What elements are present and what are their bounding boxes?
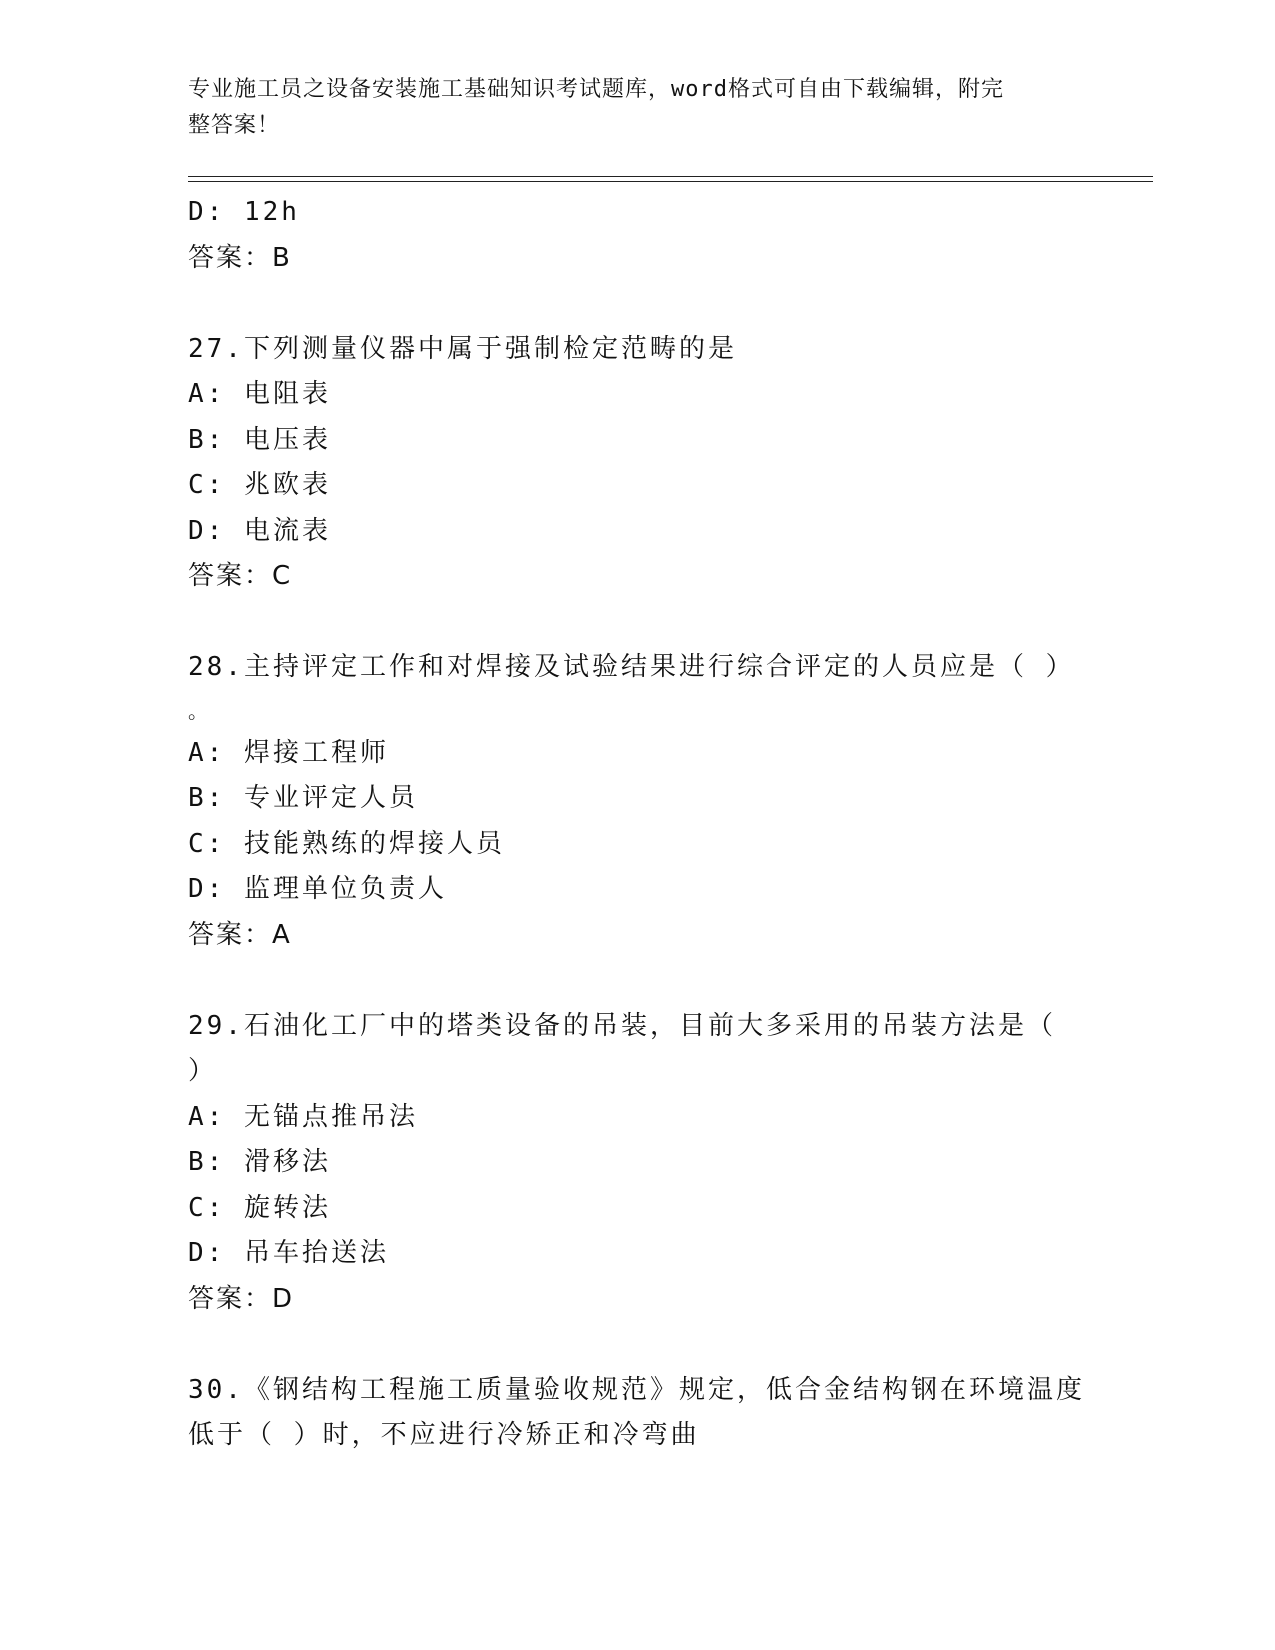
q26-option-d: D: 12h <box>188 197 300 227</box>
q27-option-c: C: 兆欧表 <box>188 470 331 500</box>
q29-option-a: A: 无锚点推吊法 <box>188 1101 418 1132</box>
header-divider-bottom <box>188 181 1153 182</box>
header-line-1: 专业施工员之设备安装施工基础知识考试题库，word格式可自由下载编辑，附完 <box>188 77 1004 102</box>
q28-option-d: D: 监理单位负责人 <box>188 874 447 904</box>
header-line-2: 整答案！ <box>188 113 281 138</box>
q29-option-d: D: 吊车抬送法 <box>188 1238 389 1268</box>
q29-stem-line-2: ） <box>188 1056 218 1086</box>
q26-answer: 答案：B <box>188 242 292 273</box>
q27-stem: 27.下列测量仪器中属于强制检定范畴的是 <box>188 333 737 364</box>
q30-stem-line-2: 低于（ ）时，不应进行冷矫正和冷弯曲 <box>188 1420 700 1450</box>
q29-answer: 答案：D <box>188 1283 295 1314</box>
q28-option-a: A: 焊接工程师 <box>188 737 389 768</box>
q27-option-b: B: 电压表 <box>188 424 331 455</box>
q29-option-c: C: 旋转法 <box>188 1192 331 1223</box>
q29-option-b: B: 滑移法 <box>188 1147 331 1177</box>
q27-option-a: A: 电阻表 <box>188 379 331 409</box>
document-header <box>188 72 1088 144</box>
question-list <box>188 190 1088 1459</box>
q28-stem-line-1: 28.主持评定工作和对焊接及试验结果进行综合评定的人员应是（ ） <box>188 652 1075 682</box>
q29-stem-line-1: 29.石油化工厂中的塔类设备的吊装，目前大多采用的吊装方法是（ <box>188 1010 1056 1041</box>
q27-answer: 答案：C <box>188 561 293 591</box>
q27-option-d: D: 电流表 <box>188 515 331 546</box>
q30-stem-line-1: 30.《钢结构工程施工质量验收规范》规定，低合金结构钢在环境温度 <box>188 1374 1085 1405</box>
q28-option-b: B: 专业评定人员 <box>188 783 418 813</box>
header-divider-top <box>188 176 1153 177</box>
q28-stem-line-2: 。 <box>188 698 211 723</box>
q28-option-c: C: 技能熟练的焊接人员 <box>188 828 505 859</box>
q28-answer: 答案：A <box>188 919 292 950</box>
